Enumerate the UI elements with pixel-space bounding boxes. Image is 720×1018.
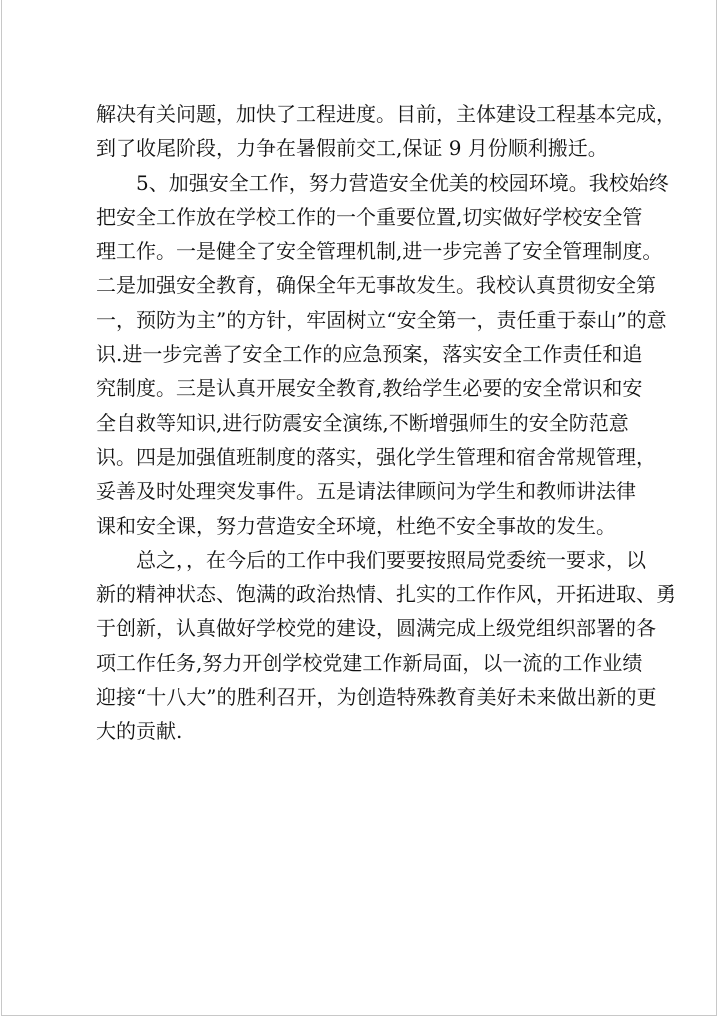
text-line: 于创新，认真做好学校党的建设，圆满完成上级党组织部署的各 <box>96 616 656 641</box>
text-line: 到了收尾阶段，力争在暑假前交工,保证 9 月份顺利搬迁。 <box>96 136 608 161</box>
text-line: 项工作任务,努力开创学校党建工作新局面，以一流的工作业绩 <box>96 650 643 675</box>
text-line: 大的贡献. <box>96 719 183 744</box>
text-line: 课和安全课，努力营造安全环境，杜绝不安全事故的发生。 <box>96 513 616 538</box>
text-line: 把安全工作放在学校工作的一个重要位置,切实做好学校安全管 <box>96 204 643 229</box>
text-line: 妥善及时处理突发事件。五是请法律顾问为学生和教师讲法律 <box>96 479 636 504</box>
text-line: 理工作。一是健全了安全管理机制,进一步完善了安全管理制度。 <box>96 239 663 264</box>
text-line: 新的精神状态、饱满的政治热情、扎实的工作作风，开拓进取、勇 <box>96 582 676 607</box>
text-line: 解决有关问题，加快了工程进度。目前，主体建设工程基本完成， <box>96 102 676 126</box>
text-line: 全自救等知识,进行防震安全演练,不断增强师生的安全防范意 <box>96 410 629 435</box>
text-line: 二是加强安全教育，确保全年无事故发生。我校认真贯彻安全第 <box>96 273 656 298</box>
text-line: 迎接“十八大”的胜利召开，为创造特殊教育美好未来做出新的更 <box>96 685 657 710</box>
paragraph-start-line: 5、加强安全工作，努力营造安全优美的校园环境。我校始终 <box>136 170 669 195</box>
text-line: 一，预防为主”的方针，牢固树立“安全第一，责任重于泰山”的意 <box>96 307 667 332</box>
text-line: 识。四是加强值班制度的落实，强化学生管理和宿舍常规管理， <box>96 444 656 469</box>
paragraph-start-line: 总之，，在今后的工作中我们要要按照局党委统一要求，以 <box>136 547 646 572</box>
text-line: 识.进一步完善了安全工作的应急预案，落实安全工作责任和追 <box>96 342 643 367</box>
text-line: 究制度。三是认真开展安全教育,教给学生必要的安全常识和安 <box>96 376 643 401</box>
document-body <box>96 97 676 749</box>
